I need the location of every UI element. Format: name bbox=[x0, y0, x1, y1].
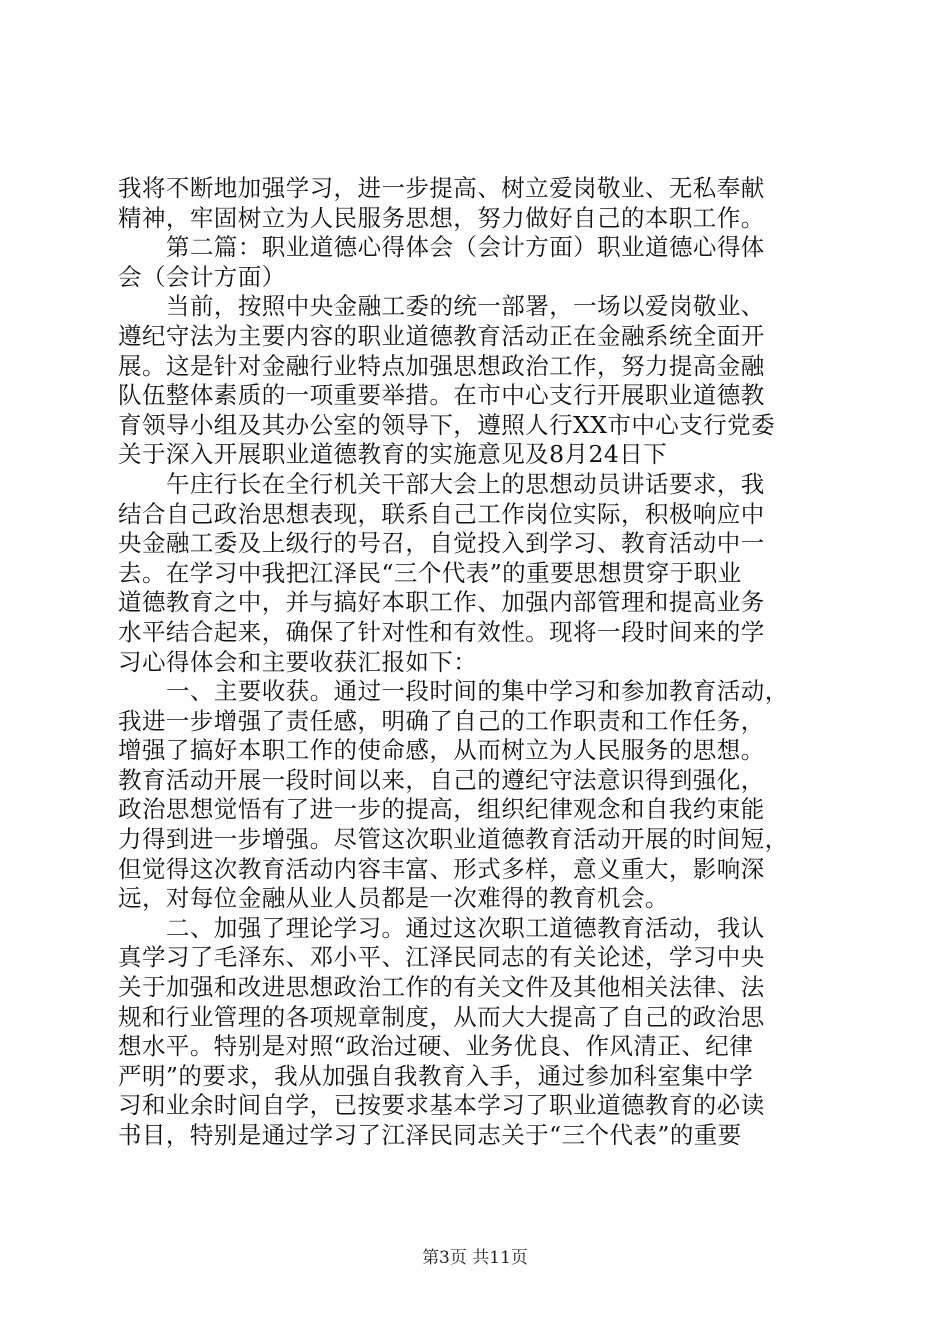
text-line: 遵纪守法为主要内容的职业道德教育活动正在金融系统全面开 bbox=[118, 321, 765, 350]
text-line: 当前，按照中央金融工委的统一部署，一场以爱岗敬业、 bbox=[166, 292, 765, 321]
text-line: 教育活动开展一段时间以来，自己的遵纪守法意识得到强化， bbox=[118, 765, 765, 794]
text-line: 规和行业管理的各项规章制度，从而大大提高了自己的政治思 bbox=[118, 1002, 765, 1031]
text-line: 习和业余时间自学，已按要求基本学习了职业道德教育的必读 bbox=[118, 1091, 765, 1120]
text-line: 会（会计方面） bbox=[118, 262, 286, 291]
text-line: 午庄行长在全行机关干部大会上的思想动员讲话要求，我 bbox=[166, 469, 765, 498]
text-line: 严明”的要求，我从加强自我教育入手，通过参加科室集中学 bbox=[118, 1061, 754, 1090]
text-line: 一、主要收获。通过一段时间的集中学习和参加教育活动， bbox=[166, 677, 789, 706]
text-line: 去。在学习中我把江泽民“三个代表”的重要思想贯穿于职业 bbox=[118, 558, 742, 587]
document-body bbox=[118, 174, 834, 1151]
text-line: 想水平。特别是对照“政治过硬、业务优良、作风清正、纪律 bbox=[118, 1032, 754, 1061]
text-line: 展。这是针对金融行业特点加强思想政治工作，努力提高金融 bbox=[118, 351, 765, 380]
text-line: 育领导小组及其办公室的领导下，遵照人行XX市中心支行党委 bbox=[118, 410, 776, 439]
text-line: 结合自己政治思想表现，联系自己工作岗位实际，积极响应中 bbox=[118, 499, 765, 528]
text-line: 央金融工委及上级行的号召，自觉投入到学习、教育活动中一 bbox=[118, 529, 765, 558]
text-line: 第二篇：职业道德心得体会（会计方面）职业道德心得体 bbox=[166, 233, 765, 262]
text-line: 道德教育之中，并与搞好本职工作、加强内部管理和提高业务 bbox=[118, 588, 765, 617]
text-line: 关于深入开展职业道德教育的实施意见及8月24日下 bbox=[118, 440, 668, 469]
text-line: 远，对每位金融从业人员都是一次难得的教育机会。 bbox=[118, 884, 669, 913]
text-line: 习心得体会和主要收获汇报如下： bbox=[118, 647, 478, 676]
text-line: 增强了搞好本职工作的使命感，从而树立为人民服务的思想。 bbox=[118, 736, 765, 765]
page-footer: 第3页 共11页 bbox=[422, 1248, 528, 1268]
text-line: 精神，牢固树立为人民服务思想，努力做好自己的本职工作。 bbox=[118, 203, 765, 232]
text-line: 我进一步增强了责任感，明确了自己的工作职责和工作任务， bbox=[118, 706, 765, 735]
text-line: 力得到进一步增强。尽管这次职业道德教育活动开展的时间短， bbox=[118, 825, 789, 854]
text-line: 关于加强和改进思想政治工作的有关文件及其他相关法律、法 bbox=[118, 973, 765, 1002]
text-line: 水平结合起来，确保了针对性和有效性。现将一段时间来的学 bbox=[118, 617, 765, 646]
text-line: 二、加强了理论学习。通过这次职工道德教育活动，我认 bbox=[166, 913, 765, 942]
text-line: 我将不断地加强学习，进一步提高、树立爱岗敬业、无私奉献 bbox=[118, 174, 765, 202]
text-line: 真学习了毛泽东、邓小平、江泽民同志的有关论述，学习中央 bbox=[118, 943, 765, 972]
text-line: 队伍整体素质的一项重要举措。在市中心支行开展职业道德教 bbox=[118, 381, 765, 410]
text-line: 但觉得这次教育活动内容丰富、形式多样，意义重大，影响深 bbox=[118, 854, 765, 883]
text-line: 政治思想觉悟有了进一步的提高，组织纪律观念和自我约束能 bbox=[118, 795, 765, 824]
text-line: 书目，特别是通过学习了江泽民同志关于“三个代表”的重要 bbox=[118, 1121, 742, 1149]
